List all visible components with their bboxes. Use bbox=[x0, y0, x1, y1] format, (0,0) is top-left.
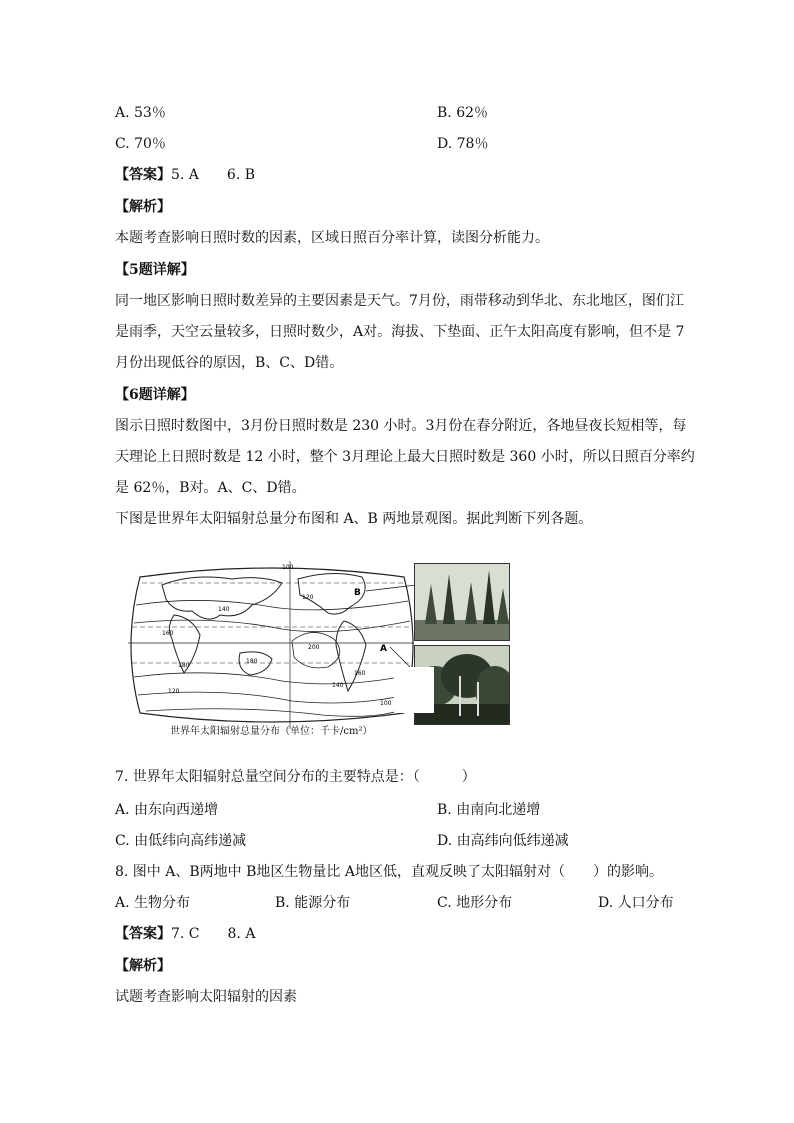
q8-option-a: A. 生物分布 bbox=[115, 895, 191, 911]
q8-option-b: B. 能源分布 bbox=[275, 895, 351, 911]
q5-detail-line: 是雨季，天空云量较多，日照时数少，A对。海拔、下垫面、正午太阳高度有影响，但不是 7 bbox=[115, 324, 685, 340]
contour-label: 100 bbox=[282, 564, 294, 571]
q7-option-b: B. 由南向北递增 bbox=[437, 802, 541, 818]
analysis-text: 试题考查影响太阳辐射的因素 bbox=[115, 989, 297, 1005]
option-c: C. 70％ bbox=[115, 136, 166, 152]
figure-intro: 下图是世界年太阳辐射总量分布图和 A、B 两地景观图。据此判断下列各题。 bbox=[115, 511, 593, 527]
answer-line-2 bbox=[115, 924, 255, 944]
answer-line-1 bbox=[115, 165, 255, 185]
q8-option-d: D. 人口分布 bbox=[598, 895, 674, 911]
contour-label: 200 bbox=[308, 644, 320, 651]
q7-option-c: C. 由低纬向高纬递减 bbox=[115, 833, 247, 849]
answer-tag: 【答案】 bbox=[115, 167, 171, 183]
contour-label: 120 bbox=[302, 594, 314, 601]
marker-b: B bbox=[354, 588, 361, 598]
q5-detail-tag: 【5题详解】 bbox=[115, 262, 195, 278]
contour-label: 120 bbox=[168, 688, 180, 695]
answer-text: 5. A 6. B bbox=[171, 167, 256, 183]
q5-detail-line: 月份出现低谷的原因，B、C、D错。 bbox=[115, 355, 344, 371]
contour-label: 180 bbox=[178, 662, 190, 669]
q8-stem: 8. 图中 A、B两地中 B地区生物量比 A地区低，直观反映了太阳辐射对（ ）的影响。 bbox=[115, 864, 663, 880]
contour-label: 140 bbox=[332, 682, 344, 689]
answer-tag: 【答案】 bbox=[115, 926, 171, 942]
option-b: B. 62％ bbox=[437, 105, 489, 121]
q6-detail-tag: 【6题详解】 bbox=[115, 387, 195, 403]
contour-label: 160 bbox=[162, 630, 174, 637]
q6-detail-line: 天理论上日照时数是 12 小时，整个 3月理论上最大日照时数是 360 小时，所以日照百分率约 bbox=[115, 449, 695, 465]
contour-label: 140 bbox=[218, 606, 230, 613]
analysis-tag: 【解析】 bbox=[115, 199, 171, 215]
figure-caption: 世界年太阳辐射总量分布（单位：千卡/cm²） bbox=[170, 726, 373, 737]
analysis-intro: 本题考查影响日照时数的因素，区域日照百分率计算，读图分析能力。 bbox=[115, 230, 549, 246]
option-d: D. 78％ bbox=[437, 136, 489, 152]
q7-option-d: D. 由高纬向低纬递减 bbox=[437, 833, 569, 849]
contour-label: 100 bbox=[380, 700, 392, 707]
option-a: A. 53％ bbox=[115, 105, 166, 121]
q5-detail-line: 同一地区影响日照时数差异的主要因素是天气。7月份，雨带移动到华北、东北地区，图们江 bbox=[115, 293, 684, 309]
q8-option-c: C. 地形分布 bbox=[437, 895, 513, 911]
q6-detail-line: 图示日照时数图中，3月份日照时数是 230 小时。3月份在春分附近，各地昼夜长短相等，每 bbox=[115, 418, 687, 434]
answer-text: 7. C 8. A bbox=[171, 926, 256, 942]
contour-label: 180 bbox=[246, 658, 258, 665]
solar-radiation-figure bbox=[122, 555, 522, 745]
q6-detail-line: 是 62％，B对。A、C、D错。 bbox=[115, 480, 306, 496]
q7-stem: 7. 世界年太阳辐射总量空间分布的主要特点是：（ ） bbox=[115, 769, 476, 785]
marker-a: A bbox=[380, 644, 387, 654]
q7-option-a: A. 由东向西递增 bbox=[115, 802, 219, 818]
landscape-photo-b bbox=[414, 563, 510, 641]
contour-label: 160 bbox=[354, 670, 366, 677]
analysis-tag: 【解析】 bbox=[115, 958, 171, 974]
